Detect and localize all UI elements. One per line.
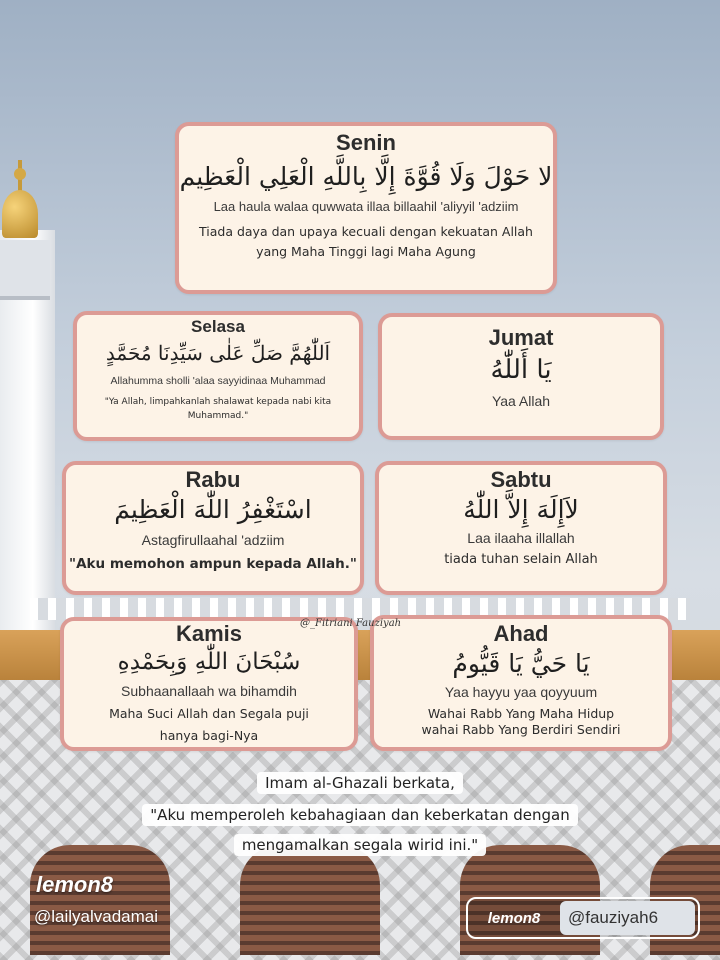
minaret-balcony xyxy=(0,240,50,300)
card-selasa xyxy=(73,311,363,441)
card-sabtu xyxy=(375,461,667,595)
minaret-dome xyxy=(2,190,38,238)
meaning-line: Maha Suci Allah dan Segala puji xyxy=(109,706,309,721)
transliteration: Laa haula walaa quwwata illaa billaahil 'aliyyil 'adziim xyxy=(213,199,519,214)
meaning-line: yang Maha Tinggi lagi Maha Agung xyxy=(256,244,476,259)
creator-handle[interactable]: @lailyalvadamai xyxy=(34,907,159,926)
day-title: Ahad xyxy=(493,621,549,646)
arabic-text: اسْتَغْفِرُ اللّٰهَ الْعَظِيمَ xyxy=(114,495,312,524)
arched-window xyxy=(30,845,170,955)
transliteration: Subhaanallaah wa bihamdih xyxy=(121,683,297,699)
quote-text: Imam al-Ghazali berkata, xyxy=(257,772,463,794)
profile-badge[interactable] xyxy=(466,897,700,939)
arabic-text: اَللّٰهُمَّ صَلِّ عَلٰى سَيِّدِنَا مُحَمَّدٍ xyxy=(105,341,331,365)
arabic-text: لا حَوْلَ وَلَا قُوَّةَ إِلَّا بِاللَّهِ الْعَلِي الْعَظِيم xyxy=(179,162,553,191)
meaning: "Aku memohon ampun kepada Allah." xyxy=(69,556,357,572)
day-title: Jumat xyxy=(488,325,554,350)
badge-handle: @fauziyah6 xyxy=(560,901,695,935)
arabic-text: يَا حَيُّ يَا قَيُّومُ xyxy=(452,649,590,678)
quote-line xyxy=(0,772,720,794)
card-kamis xyxy=(60,617,358,751)
arabic-text: لاَإِلَهَ إِلاَّ اللّٰهُ xyxy=(463,495,579,524)
transliteration: Yaa hayyu yaa qoyyuum xyxy=(444,684,598,700)
day-title: Senin xyxy=(336,130,396,155)
meaning: tiada tuhan selain Allah xyxy=(444,552,598,567)
meaning-line: Tiada daya dan upaya kecuali dengan kekuatan Allah xyxy=(199,224,533,239)
quote-text: mengamalkan segala wirid ini." xyxy=(234,834,486,856)
arabic-text: سُبْحَانَ اللّٰهِ وَبِحَمْدِهِ xyxy=(117,649,301,675)
transliteration: Yaa Allah xyxy=(491,393,551,409)
transliteration: Astagfirullaahal 'adziim xyxy=(141,532,285,548)
meaning xyxy=(64,703,354,747)
meaning-line: hanya bagi-Nya xyxy=(159,728,259,743)
card-rabu xyxy=(62,461,364,595)
card-jumat xyxy=(378,313,664,440)
lemon8-badge-logo: lemon8 xyxy=(487,909,541,927)
arched-window xyxy=(240,845,380,955)
lemon8-logo: lemon8 xyxy=(36,872,114,897)
meaning: "Ya Allah, limpahkanlah shalawat kepada nabi kita Muhammad." xyxy=(104,397,332,421)
meaning-line: wahai Rabb Yang Berdiri Sendiri xyxy=(421,722,621,737)
quote-text: "Aku memperoleh kebahagiaan dan keberkatan dengan xyxy=(142,804,577,826)
spire-ornament xyxy=(14,168,26,180)
meaning xyxy=(374,706,668,738)
meaning xyxy=(179,222,553,262)
card-ahad xyxy=(370,615,672,751)
transliteration: Laa ilaaha illallah xyxy=(467,530,575,546)
transliteration: Allahumma sholli 'alaa sayyidinaa Muhammad xyxy=(110,375,326,387)
day-title: Sabtu xyxy=(490,467,552,492)
day-title: Selasa xyxy=(191,317,245,336)
arabic-text: يَا أَللّٰهُ xyxy=(490,355,552,385)
day-title: Rabu xyxy=(185,467,241,492)
card-senin xyxy=(175,122,557,294)
day-title: Kamis xyxy=(175,621,243,646)
quote-line xyxy=(0,804,720,826)
author-watermark: @_Fitriani Fauziyah xyxy=(300,618,402,629)
quote-line xyxy=(0,834,720,856)
meaning-line: Wahai Rabb Yang Maha Hidup xyxy=(427,706,615,721)
